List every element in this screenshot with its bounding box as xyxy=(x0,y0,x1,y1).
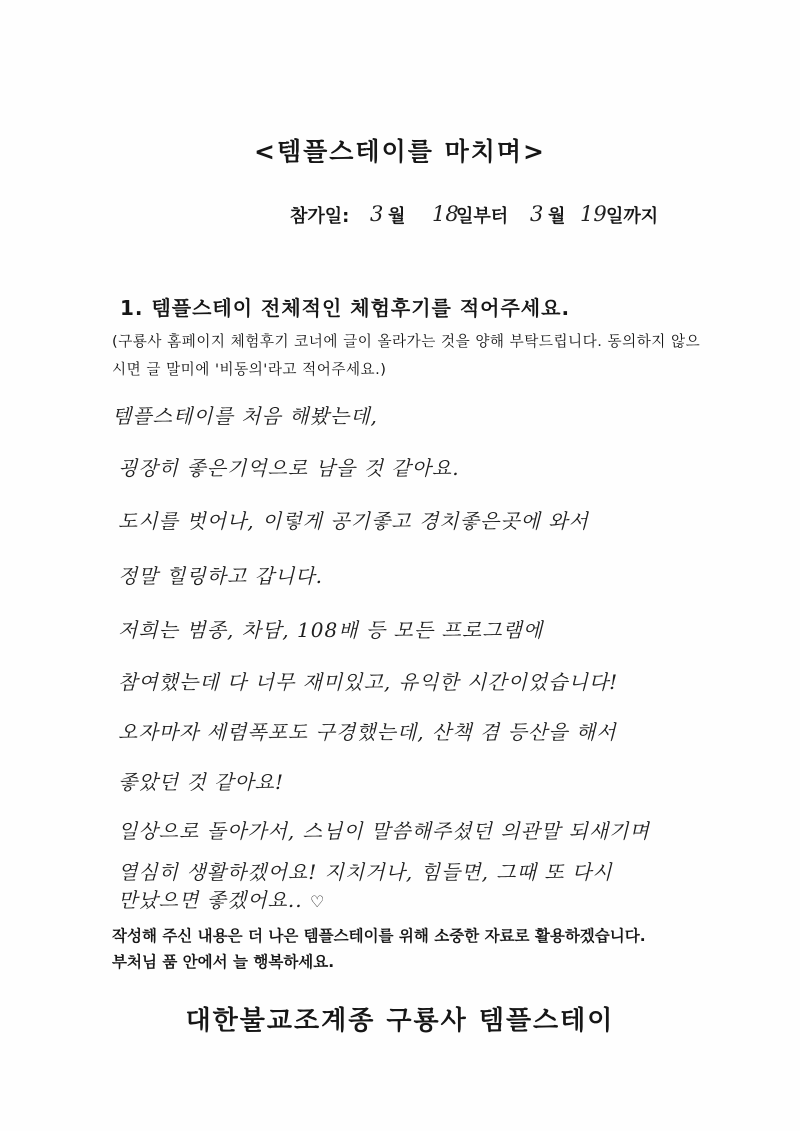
closing-blessing: 부처님 품 안에서 늘 행복하세요. xyxy=(112,953,335,971)
organization-name: 대한불교조계종 구룡사 템플스테이 xyxy=(185,1006,615,1036)
handwritten-line: 일상으로 돌아가서, 스님이 말씀해주셨던 의관말 되새기며 xyxy=(118,819,650,843)
month-unit-start: 월 xyxy=(388,206,406,227)
month-unit-end: 월 xyxy=(548,206,566,227)
handwritten-line: 템플스테이를 처음 해봤는데, xyxy=(112,404,378,428)
end-day-value: 19 xyxy=(580,202,607,226)
handwritten-line: 만났으면 좋겠어요.. xyxy=(118,888,303,912)
start-day-value: 18 xyxy=(432,202,459,226)
question-note: (구룡사 홈페이지 체험후기 코너에 글이 올라가는 것을 양해 부탁드립니다. 동의하지 않으시면 글 말미에 '비동의'라고 적어주세요.) xyxy=(112,333,701,378)
end-month-value: 3 xyxy=(530,202,544,226)
start-month-value: 3 xyxy=(370,202,384,226)
handwritten-line: 굉장히 좋은기억으로 남을 것 같아요. xyxy=(118,456,460,480)
document-title: <템플스테이를 마치며> xyxy=(254,137,546,166)
from-text: 일부터 xyxy=(456,206,509,227)
participation-date xyxy=(290,202,690,232)
handwritten-line-last xyxy=(118,884,325,913)
participation-label: 참가일: xyxy=(290,206,350,227)
question-heading: 1. 템플스테이 전체적인 체험후기를 적어주세요. xyxy=(120,296,571,320)
handwritten-line: 오자마자 세렴폭포도 구경했는데, 산책 겸 등산을 해서 xyxy=(118,720,617,744)
handwritten-line: 열심히 생활하겠어요! 지치거나, 힘들면, 그때 또 다시 xyxy=(118,860,613,884)
until-text: 일까지 xyxy=(606,206,659,227)
handwritten-line: 좋았던 것 같아요! xyxy=(118,770,284,794)
closing-note: 작성해 주신 내용은 더 나은 템플스테이를 위해 소중한 자료로 활용하겠습니다. xyxy=(112,927,646,945)
handwritten-line: 참여했는데 다 너무 재미있고, 유익한 시간이었습니다! xyxy=(118,670,619,694)
handwritten-line: 도시를 벗어나, 이렇게 공기좋고 경치좋은곳에 와서 xyxy=(118,509,589,533)
heart-icon: ♡ xyxy=(310,892,326,911)
handwritten-line: 정말 힐링하고 갑니다. xyxy=(118,564,323,588)
handwritten-line: 저희는 범종, 차담, 108배 등 모든 프로그램에 xyxy=(118,618,544,642)
